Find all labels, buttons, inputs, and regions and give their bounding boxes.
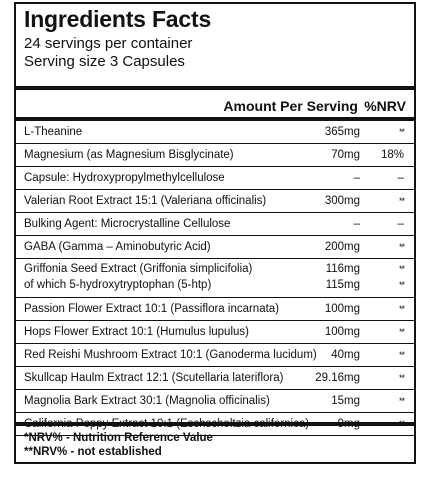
ingredient-amount: – (353, 172, 360, 184)
ingredient-name: Magnesium (as Magnesium Bisglycinate) (24, 149, 234, 161)
table-row (16, 321, 414, 344)
ingredient-nrv: 18% (380, 149, 404, 161)
ingredient-name: Passion Flower Extract 10:1 (Passiflora incarnata) (24, 303, 280, 315)
ingredient-amount: 300mg (324, 195, 360, 207)
table-row (16, 144, 414, 167)
ingredient-amount: 200mg (324, 241, 360, 253)
ingredient-name: Red Reishi Mushroom Extract 10:1 (Ganoderma lucidum) (24, 349, 317, 361)
footnote-nrv: *NRV% - Nutrition Reference Value (24, 432, 213, 444)
table-row (16, 298, 414, 321)
ingredient-name: Magnolia Bark Extract 30:1 (Magnolia officinalis) (24, 395, 270, 407)
ingredient-nrv: ** (398, 373, 404, 383)
ingredient-amount: 115mg (325, 279, 360, 291)
table-row (16, 236, 414, 259)
table-row (16, 167, 414, 190)
amount-per-serving-header: Amount Per Serving (223, 98, 358, 114)
ingredient-amount: 100mg (324, 303, 360, 315)
ingredient-name: Bulking Agent: Microcrystalline Cellulose (24, 218, 231, 230)
ingredient-amount: 70mg (331, 149, 360, 161)
serving-size: Serving size 3 Capsules (24, 53, 185, 70)
ingredient-nrv: ** (398, 280, 404, 290)
ingredients-facts-panel (14, 2, 416, 464)
ingredient-name: Skullcap Haulm Extract 12:1 (Scutellaria lateriflora) (24, 372, 284, 384)
ingredient-amount: 15mg (331, 395, 360, 407)
nrv-header: %NRV (364, 98, 406, 114)
ingredient-amount: 100mg (324, 326, 360, 338)
ingredient-nrv: – (397, 172, 404, 184)
ingredient-name: of which 5-hydroxytryptophan (5-htp) (24, 279, 212, 291)
ingredients-table (16, 121, 414, 436)
ingredient-nrv: ** (398, 396, 404, 406)
ingredient-name: L-Theanine (24, 126, 83, 138)
ingredient-name: Capsule: Hydroxypropylmethylcellulose (24, 172, 225, 184)
ingredient-amount: – (353, 218, 360, 230)
ingredient-nrv: – (397, 218, 404, 230)
ingredient-nrv: ** (398, 327, 404, 337)
panel-title: Ingredients Facts (24, 6, 212, 32)
ingredient-nrv: ** (398, 350, 404, 360)
footnote-not-established: **NRV% - not established (24, 446, 162, 458)
table-row (16, 121, 414, 144)
ingredient-name: GABA (Gamma – Aminobutyric Acid) (24, 241, 211, 253)
ingredient-name: Griffonia Seed Extract (Griffonia simplicifolia) (24, 263, 253, 275)
thick-divider-bottom (16, 422, 414, 426)
ingredient-name: Valerian Root Extract 15:1 (Valeriana officinalis) (24, 195, 267, 207)
table-row (16, 259, 414, 298)
ingredient-nrv: ** (398, 127, 404, 137)
ingredient-nrv: ** (398, 264, 404, 274)
ingredient-amount: 40mg (331, 349, 360, 361)
table-row (16, 190, 414, 213)
ingredient-name: Hops Flower Extract 10:1 (Humulus lupulus) (24, 326, 249, 338)
ingredient-amount: 365mg (324, 126, 360, 138)
table-row (16, 367, 414, 390)
ingredient-amount: 116mg (325, 263, 360, 275)
table-row (16, 390, 414, 413)
table-row (16, 213, 414, 236)
table-row (16, 344, 414, 367)
thick-divider-top (16, 86, 414, 90)
ingredient-nrv: ** (398, 242, 404, 252)
ingredient-nrv: ** (398, 304, 404, 314)
servings-per-container: 24 servings per container (24, 35, 193, 52)
ingredient-amount: 29.16mg (315, 372, 360, 384)
ingredient-nrv: ** (398, 196, 404, 206)
